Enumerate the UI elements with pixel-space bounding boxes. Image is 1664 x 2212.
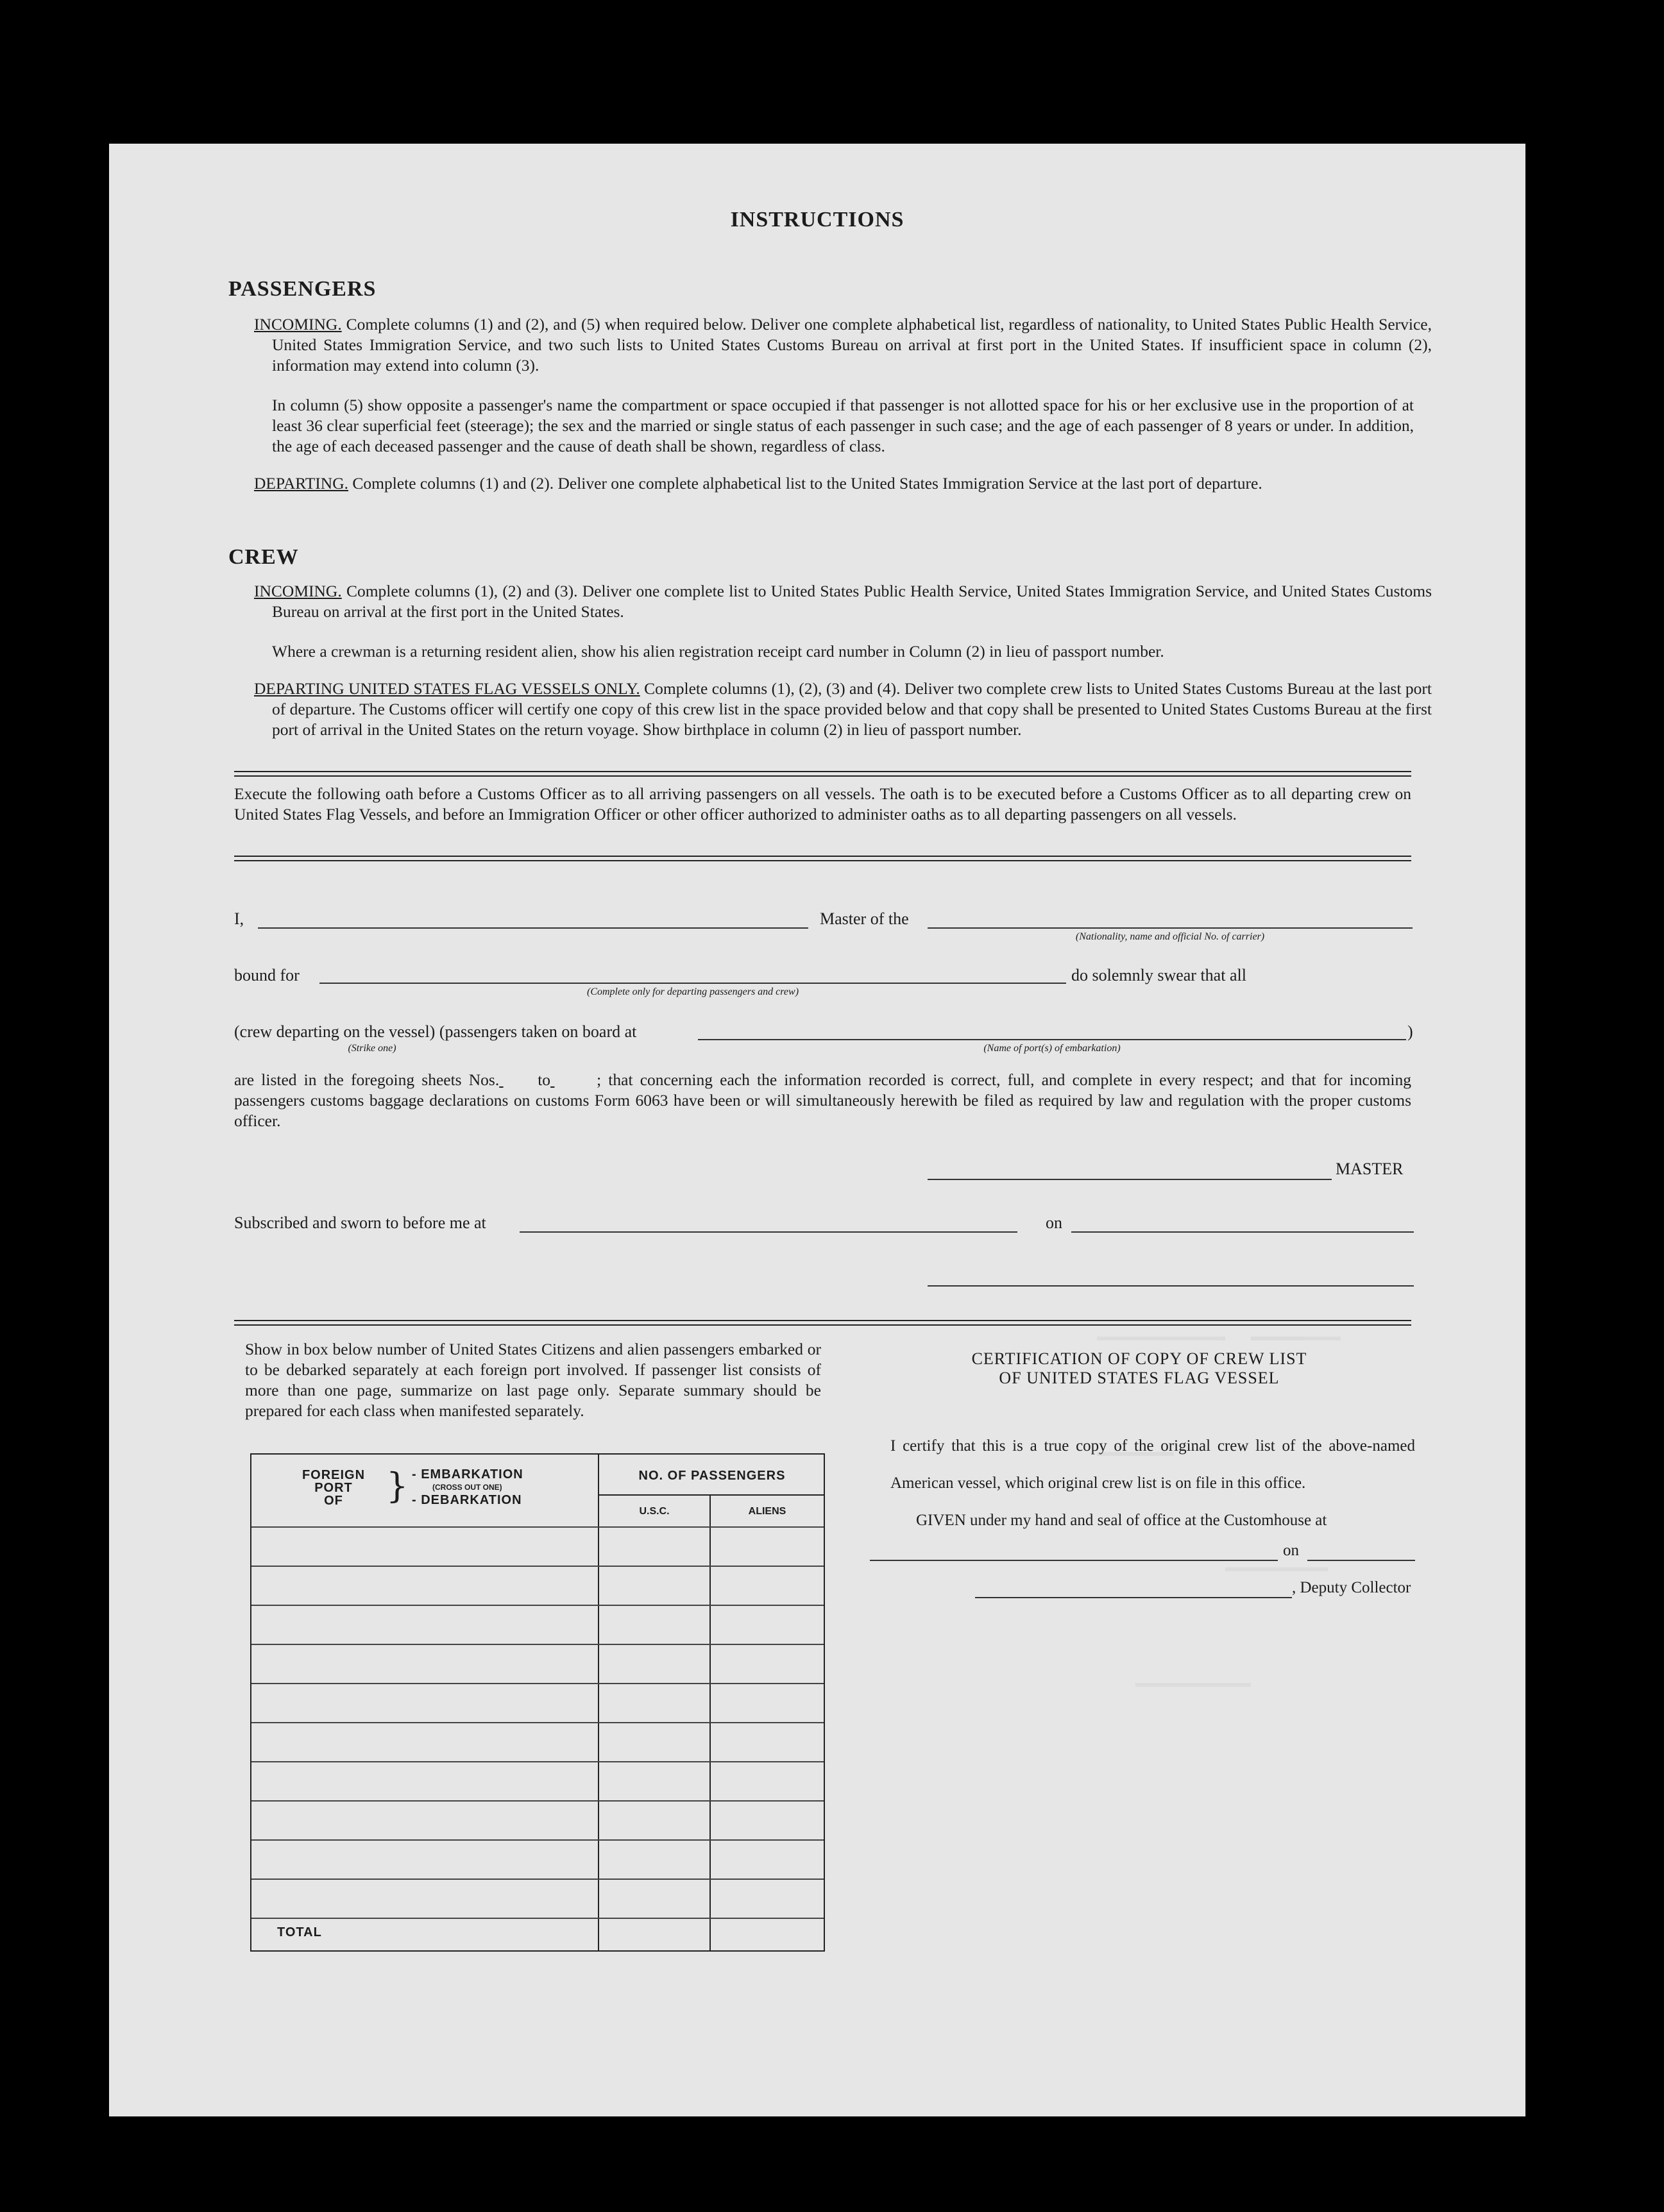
carrier-field[interactable] <box>928 927 1413 929</box>
row-line-2 <box>251 1566 824 1567</box>
passengers-departing-label: DEPARTING. <box>254 474 348 493</box>
bound-for-caption: (Complete only for departing passengers and crew) <box>586 986 799 997</box>
summary-divider <box>234 1320 1411 1326</box>
sheet-from-field[interactable] <box>499 1070 538 1090</box>
strike-one-caption: (Strike one) <box>348 1043 396 1054</box>
crew-incoming-text: Complete columns (1), (2) and (3). Deliver one complete list to United States Public Health Service, United States Immigration Service, and United States Customs Bureau on arrival at the first port in the United States. <box>272 582 1432 621</box>
crew-crewman-paragraph: Where a crewman is a returning resident alien, show his alien registration receipt card number in Column (2) in lieu of passport number. <box>272 642 1164 661</box>
row-line-11 <box>251 1918 824 1919</box>
debarkation-header: - DEBARKATION <box>412 1493 522 1507</box>
embarkation-port-field[interactable] <box>698 1039 1406 1040</box>
row-line-1 <box>251 1526 824 1528</box>
oath-divider <box>234 856 1411 861</box>
row-line-5 <box>251 1683 824 1684</box>
bound-for-label: bound for <box>234 966 300 984</box>
crew-departing-label: DEPARTING UNITED STATES FLAG VESSELS ONLY. <box>254 679 640 698</box>
deputy-collector-label: , Deputy Collector <box>1292 1579 1411 1596</box>
crew-heading: CREW <box>228 545 299 569</box>
summary-instructions: Show in box below number of United States Citizens and alien passengers embarked or to be debarked separately at each foreign port involved. If passenger list consists of more than one page, summarize on last page only. Separate summary should be prepared for each class when manifested separately. <box>245 1340 821 1420</box>
listed-paragraph <box>234 1070 1411 1131</box>
total-label: TOTAL <box>277 1925 322 1939</box>
certification-heading-2: OF UNITED STATES FLAG VESSEL <box>999 1369 1280 1387</box>
no-passengers-header: NO. OF PASSENGERS <box>638 1469 786 1483</box>
crew-departing-text: Complete columns (1), (2), (3) and (4). Deliver two complete crew lists to United States Customs Bureau at the last port of departure. The Customs officer will certify one copy of this crew list in the space provided below and that copy shall be presented to United States Customs Bureau at the first port of arrival in the United States on the return voyage. Show birthplace in column (2) in lieu of passport number. <box>272 679 1432 739</box>
customhouse-field[interactable] <box>870 1560 1278 1561</box>
embarkation-header: - EMBARKATION <box>412 1467 523 1482</box>
certification-heading-1: CERTIFICATION OF COPY OF CREW LIST <box>971 1349 1307 1368</box>
subheader-line <box>598 1494 824 1496</box>
master-signature-field[interactable] <box>928 1179 1332 1180</box>
brace-glyph: } <box>386 1465 409 1506</box>
listed-pre: are listed in the foregoing sheets Nos. <box>234 1070 500 1089</box>
master-name-field[interactable] <box>258 927 808 929</box>
certification-paragraph: I certify that this is a true copy of the original crew list of the above-named American vessel, which original crew list is on file in this office. <box>890 1437 1415 1492</box>
port-caption: (Name of port(s) of embarkation) <box>983 1043 1121 1054</box>
given-on-label: on <box>1283 1542 1299 1559</box>
listed-post: ; that concerning each the information recorded is correct, full, and complete in every respect; and that for incoming passengers customs baggage declarations on customs Form 6063 have been or will simultaneously herewith be filed as required by law and regulation with the proper customs officer. <box>234 1070 1411 1130</box>
given-paragraph: GIVEN under my hand and seal of office at the Customhouse at <box>916 1512 1327 1529</box>
form-page <box>109 144 1525 2116</box>
passenger-summary-table <box>250 1453 825 1952</box>
deputy-signature-field[interactable] <box>975 1597 1292 1598</box>
passengers-incoming-label: INCOMING. <box>254 315 342 333</box>
subscribed-label: Subscribed and sworn to before me at <box>234 1213 486 1232</box>
bound-for-field[interactable] <box>319 983 1066 984</box>
page-title: INSTRUCTIONS <box>730 208 904 232</box>
passengers-departing-paragraph <box>254 473 1432 494</box>
crew-departing-paragraph <box>254 679 1432 740</box>
row-line-7 <box>251 1761 824 1762</box>
usc-header: U.S.C. <box>639 1506 670 1517</box>
row-line-3 <box>251 1605 824 1606</box>
carrier-caption: (Nationality, name and official No. of carrier) <box>1075 931 1265 942</box>
passengers-departing-text: Complete columns (1) and (2). Deliver one complete alphabetical list to the United States Immigration Service at the last port of departure. <box>348 474 1262 493</box>
sworn-on-label: on <box>1046 1213 1062 1232</box>
row-line-10 <box>251 1879 824 1880</box>
passengers-heading: PASSENGERS <box>228 277 377 301</box>
master-of-label: Master of the <box>820 909 909 928</box>
section-divider <box>234 771 1411 777</box>
passengers-incoming-text: Complete columns (1) and (2), and (5) when required below. Deliver one complete alphabetical list, regardless of nationality, to United States Public Health Service, United States Immigration Service, and two such lists to United States Customs Bureau on arrival at first port in the United States. If insufficient space in column (2), information may extend into column (3). <box>272 315 1432 375</box>
oath-i-label: I, <box>234 909 244 928</box>
listed-to: to <box>538 1070 551 1089</box>
aliens-header: ALIENS <box>748 1506 786 1517</box>
sworn-place-field[interactable] <box>520 1231 1017 1233</box>
passengers-incoming-paragraph <box>254 314 1432 376</box>
row-line-8 <box>251 1800 824 1802</box>
sworn-date-field[interactable] <box>1071 1231 1414 1233</box>
crew-departing-label: (crew departing on the vessel) (passengers taken on board at <box>234 1022 637 1041</box>
close-paren: ) <box>1407 1022 1413 1041</box>
officer-signature-field[interactable] <box>928 1285 1414 1287</box>
port-header-cell <box>251 1455 598 1526</box>
row-line-6 <box>251 1722 824 1723</box>
crew-incoming-label: INCOMING. <box>254 582 342 600</box>
foreign-port-header: FOREIGN PORT OF <box>301 1468 366 1508</box>
crew-incoming-paragraph <box>254 581 1432 622</box>
certification-date-field[interactable] <box>1307 1560 1415 1561</box>
master-signature-label: MASTER <box>1336 1160 1404 1178</box>
swear-label: do solemnly swear that all <box>1071 966 1246 984</box>
passengers-column5-paragraph: In column (5) show opposite a passenger's name the compartment or space occupied if that passenger is not allotted space for his or her exclusive use in the proportion of at least 36 clear superficial feet (steerage); the sex and the married or single status of each passenger in such case; and the age of each passenger of 8 years or under. In addition, the age of each deceased passenger and the cause of death shall be shown, regardless of class. <box>272 396 1414 455</box>
row-line-9 <box>251 1839 824 1841</box>
sheet-to-field[interactable] <box>550 1070 597 1090</box>
oath-intro-paragraph: Execute the following oath before a Customs Officer as to all arriving passengers on all vessels. The oath is to be executed before a Customs Officer as to all departing crew on United States Flag Vessels, and before an Immigration Officer or other officer authorized to administer oaths as to all departing passengers on all vessels. <box>234 784 1411 823</box>
column-separator <box>598 1455 599 1950</box>
row-line-4 <box>251 1644 824 1645</box>
cross-out-note: (CROSS OUT ONE) <box>432 1483 502 1492</box>
